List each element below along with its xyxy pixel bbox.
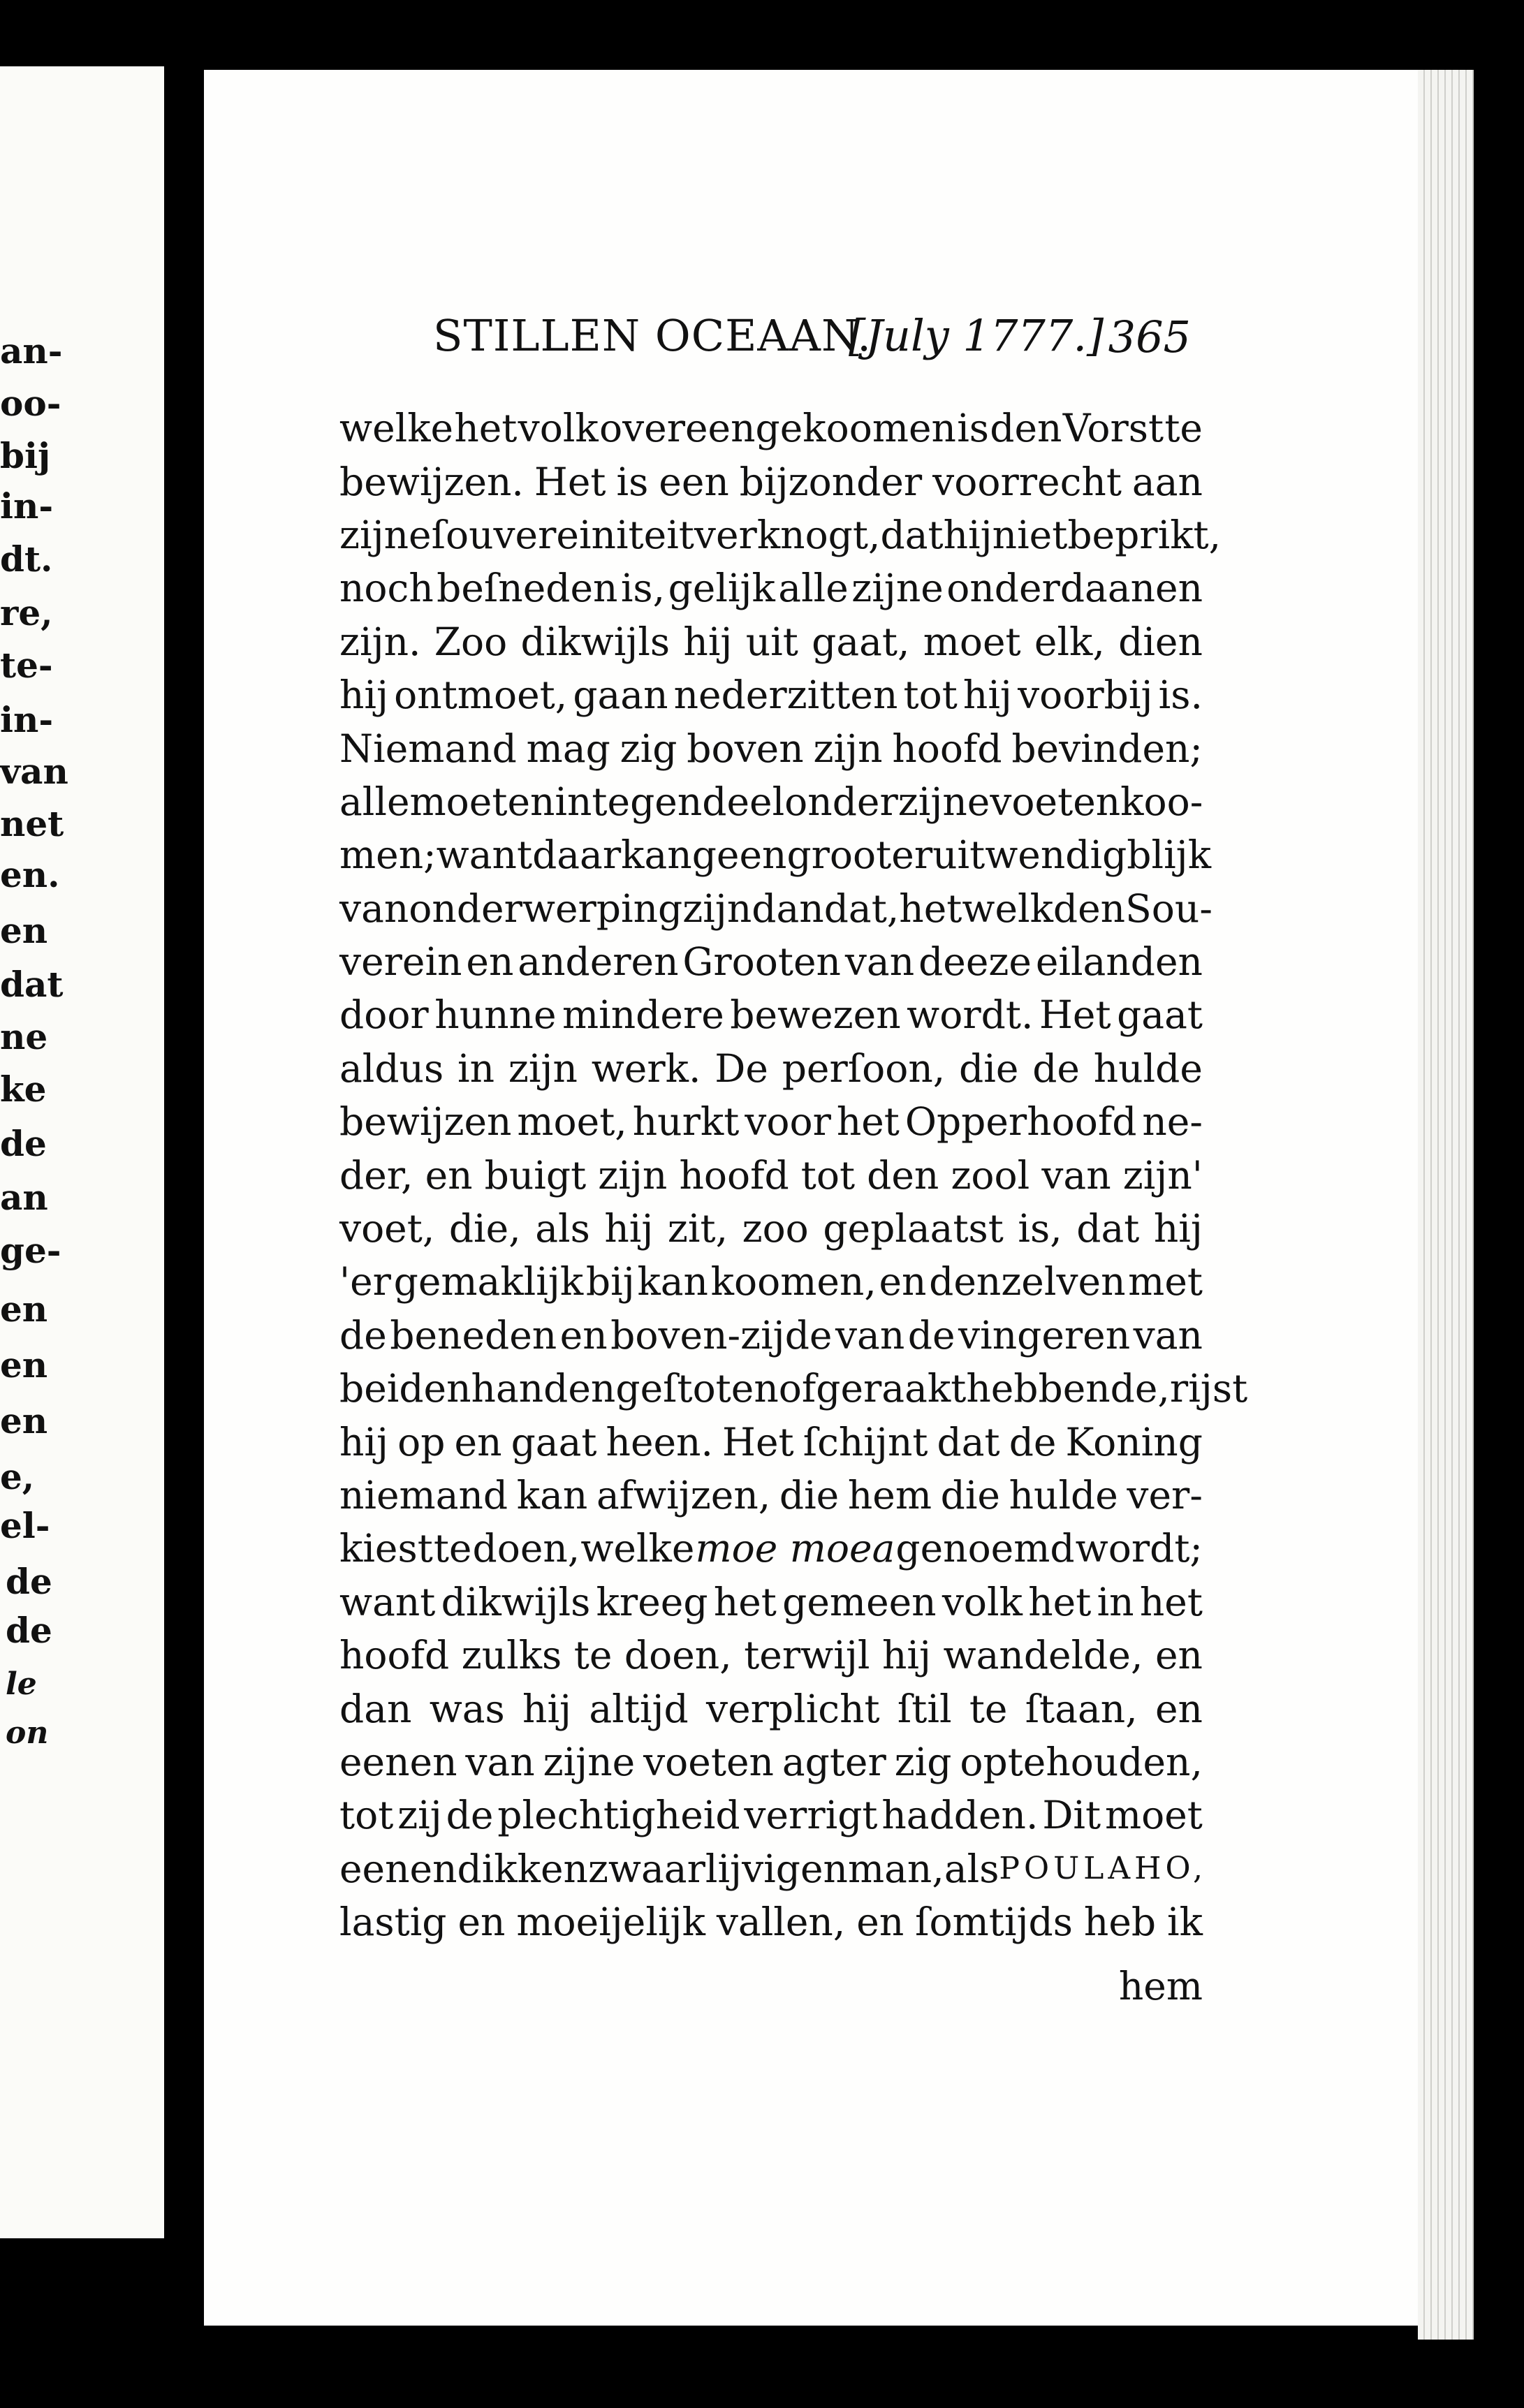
word: voorrecht [932,459,1122,504]
word: zijne [851,566,944,611]
text-line [339,1789,1203,1842]
word: zoo [742,1206,809,1251]
word: dat [880,512,944,557]
word: men; [339,832,437,878]
running-title: STILLEN OCEAAN. [433,310,872,361]
word: zijn [508,1045,578,1091]
word: afwijzen, [596,1473,771,1518]
word: en [1155,1686,1203,1731]
word: agter [782,1739,886,1784]
word: moe moea [695,1526,895,1571]
word: die [940,1473,1000,1518]
word: zool [951,1152,1030,1198]
word: alle [778,566,849,611]
page-edges [1418,70,1474,2340]
word: moet [1104,1793,1203,1838]
word: zijn. [339,619,421,664]
word: anderen [518,939,679,985]
word: zit, [667,1206,728,1251]
word: van [339,886,409,931]
text-line [339,615,1203,668]
word: hulde [1093,1045,1203,1091]
word: grooter [786,832,933,878]
facing-page-text: te- [0,645,53,686]
word: elk, [1034,619,1105,664]
facing-page-text: in- [0,699,54,740]
word: dat, [823,886,900,931]
word: aan [1131,459,1203,504]
text-line [339,1255,1203,1308]
word: verrigt [744,1793,878,1838]
word: boven [687,726,804,771]
word: welke [580,1526,695,1571]
facing-page-text: re, [0,592,53,633]
word: ſtaan, [1025,1686,1138,1731]
facing-page-text: en [0,1289,48,1330]
facing-page-text: en [0,910,48,951]
word: is. [1158,673,1203,718]
word: in [457,1045,495,1091]
word: ontmoet, [394,673,568,718]
text-line [339,1895,1203,1948]
word: geen [691,832,787,878]
word: zijn [598,1152,668,1198]
word: volk [941,1579,1023,1624]
word: de [1009,1419,1057,1464]
word: bewijzen [339,1099,512,1145]
word: zij [397,1793,442,1838]
word: zijn [813,726,883,771]
word: en [879,1259,927,1305]
word: verknogt, [694,512,881,557]
facing-page-fragment [0,66,164,2238]
word: hulde [1009,1473,1118,1518]
text-line [339,668,1203,721]
word: en [457,1900,506,1945]
facing-page-text: an [0,1177,48,1218]
word: voet, [339,1206,435,1251]
text-line [339,1682,1203,1735]
word: geſtoten [615,1366,779,1411]
facing-page-text: le [6,1666,37,1702]
word: en [466,939,514,985]
page-header [433,310,1191,366]
word: niemand [339,1473,508,1518]
word: den [1053,886,1126,931]
text-line [339,1842,1208,1895]
word: op [397,1419,446,1464]
word: wordt. [907,992,1034,1038]
word: de [907,1312,955,1358]
word: wandelde, [943,1633,1143,1678]
word: plechtigheid [497,1793,740,1838]
word: lastig [339,1900,447,1945]
word: moeijelijk [516,1900,705,1945]
word: genoemd [895,1526,1075,1571]
facing-page-text: dat [0,964,64,1005]
word: Opperhoofd [904,1099,1137,1145]
word: hetwelk [899,886,1053,931]
facing-page-text: net [0,803,64,844]
word: blijk [1127,832,1212,878]
word: gaan [573,673,668,718]
word: is [957,406,990,451]
word: voeten [990,779,1121,824]
catchword: hem [1118,1964,1203,2009]
word: zwaarlijvigen [587,1846,848,1891]
word: volk [518,406,599,451]
word: want [339,1579,436,1624]
word: noch [339,566,434,611]
word: gaat, [812,619,910,664]
word: boven-zijde [610,1312,833,1358]
word: beſneden [437,566,618,611]
word: bewijzen. [339,459,524,504]
word: doen, [624,1633,732,1678]
facing-page-text: e, [0,1456,35,1497]
facing-page-text: de [6,1610,52,1651]
word: en [559,1312,608,1358]
word: beneden [390,1312,557,1358]
word: gemeen [782,1579,937,1624]
word: is, [620,566,666,611]
word: alle [339,779,410,824]
word: dikwijls [520,619,671,664]
word: zijne [897,779,990,824]
word: als [944,1846,999,1891]
word: koomen, [710,1259,877,1305]
text-line [339,1735,1203,1789]
word: van [835,1312,905,1358]
word: hij [943,512,992,557]
word: mag [526,726,610,771]
word: bijzonder [739,459,923,504]
word: perſoon, [782,1045,946,1091]
text-line [339,935,1203,988]
word: tot [800,1152,856,1198]
word: zijne [339,512,432,557]
word: zulks [461,1633,562,1678]
word: want [436,832,533,878]
word: heen. [606,1419,713,1464]
word: kan [621,832,692,878]
word: hoofd [679,1152,789,1198]
word: die [779,1473,840,1518]
word: hebbende, [966,1366,1170,1411]
word: Het [534,459,606,504]
text-line [339,1629,1203,1682]
word: daar [532,832,622,878]
word: gaat [511,1419,597,1464]
word: der, [339,1152,413,1198]
facing-page-text: on [6,1715,49,1751]
word: heb [1083,1900,1157,1945]
word: te [573,1633,613,1678]
word: Het [1039,992,1111,1038]
word: beprikt, [1067,512,1222,557]
text-line [339,1042,1203,1095]
word: de [446,1793,494,1838]
word: ſomtijds [915,1900,1073,1945]
word: of [778,1366,816,1411]
text-line [339,508,1222,561]
word: wordt; [1075,1526,1203,1571]
word: zig [894,1739,952,1784]
word: zijn' [1122,1152,1203,1198]
word: Vorst [1062,406,1164,451]
word: van [1133,1312,1203,1358]
word: ver- [1127,1473,1203,1518]
word: te [433,1526,472,1571]
word: en [454,1419,502,1464]
facing-page-text: en [0,1344,48,1386]
word: van [465,1739,535,1784]
word: hij [881,1633,932,1678]
word: beiden [339,1366,471,1411]
text-line [339,1202,1203,1255]
word: uitwendig [932,832,1127,878]
word: eenen [339,1739,457,1784]
word: zig [620,726,677,771]
word: eenen [339,1846,457,1891]
word: gaat [1117,992,1203,1038]
word: ſtil [897,1686,952,1731]
word: 'er [339,1259,391,1305]
word: moet [923,619,1021,664]
word: de [1032,1045,1080,1091]
word: als [535,1206,590,1251]
word: bewezen [730,992,901,1038]
text-line [339,988,1203,1041]
word: verplicht [706,1686,880,1731]
word: tot [903,673,958,718]
word: hij [962,673,1012,718]
word: de [339,1312,387,1358]
word: het [836,1099,900,1145]
word: hadden. [881,1793,1039,1838]
word: denzelven [929,1259,1126,1305]
word: voor [745,1099,831,1145]
word: kiest [339,1526,433,1571]
word: kan [516,1473,588,1518]
text-line [339,1469,1203,1522]
text-line [339,402,1203,455]
word: moet, [517,1099,627,1145]
word: gelijk [668,566,775,611]
word: verein [339,939,462,985]
word: De [715,1045,768,1091]
word: Koning [1065,1419,1203,1464]
text-line [339,1362,1248,1415]
text-line [339,882,1212,935]
word: bij [585,1259,635,1305]
word: hij [339,1419,389,1464]
word: Zoo [434,619,508,664]
word: nederzitten [673,673,898,718]
word: en [425,1152,473,1198]
facing-page-text: el- [0,1505,50,1546]
word: te [969,1686,1008,1731]
word: hoofd [892,726,1002,771]
word: te [1164,406,1203,451]
body-text [339,402,1248,1948]
facing-page-text: de [0,1123,47,1164]
facing-page-text: en. [0,854,60,895]
word: dikwijls [441,1579,591,1624]
word: ſouvereiniteit [431,512,694,557]
word: hoofd [339,1633,450,1678]
text-line [339,1095,1203,1148]
word: rijst [1169,1366,1248,1411]
word: Niemand [339,726,517,771]
word: en [1155,1633,1203,1678]
word: die [959,1045,1019,1091]
word: en [856,1900,904,1945]
word: voorbij [1018,673,1153,718]
facing-page-text: en [0,1400,48,1441]
word: een [659,459,729,504]
text-line [339,1148,1203,1201]
word: gemaklijk [393,1259,584,1305]
word: geplaatst [823,1206,1004,1251]
word: terwijl [744,1633,870,1678]
word: dan [752,886,824,931]
word: het [454,406,518,451]
word: altijd [589,1686,689,1731]
facing-page-text: van [0,751,68,792]
text-line [339,1309,1203,1362]
word: was [429,1686,505,1731]
word: niet [992,512,1068,557]
word: hij [683,619,733,664]
word: zijne [543,1739,636,1784]
word: doen, [472,1526,580,1571]
word: het [713,1579,777,1624]
word: ne- [1142,1099,1203,1145]
word: man, [847,1846,944,1891]
facing-page-text: oo- [0,383,61,424]
word: welke [339,406,454,451]
facing-page-text: ne [0,1016,48,1057]
word: mindere [562,992,724,1038]
word: ik [1167,1900,1203,1945]
word: kreeg [596,1579,708,1624]
word: handen [471,1366,616,1411]
page-number: 365 [1108,311,1191,362]
word: in [1097,1579,1134,1624]
word: voeten [643,1739,774,1784]
facing-page-text: ge- [0,1230,61,1271]
word: hem [847,1473,932,1518]
word: overeengekoomen [599,406,956,451]
word: den [867,1152,939,1198]
word: tot [339,1793,394,1838]
date-note: [July 1777.] [849,310,1104,361]
word: dikken [457,1846,588,1891]
word: werk. [591,1045,701,1091]
word: hij [339,673,389,718]
text-line [339,561,1203,615]
text-line [339,775,1203,828]
word: vingeren [958,1312,1131,1358]
word: Het [722,1419,794,1464]
word: hunne [434,992,557,1038]
word: onderdaanen [946,566,1203,611]
word: optehouden, [960,1739,1203,1784]
word: dan [339,1686,412,1731]
word: buigt [484,1152,587,1198]
word: den [990,406,1062,451]
word: het [1139,1579,1203,1624]
word: geraakt [816,1366,967,1411]
word: van [1041,1152,1111,1198]
facing-page-text: in- [0,485,54,527]
word: Sou- [1125,886,1212,931]
word: onderwerping [409,886,683,931]
word: bevinden; [1011,726,1203,771]
word: eilanden [1035,939,1203,985]
word: het [1028,1579,1092,1624]
text-line [339,1576,1203,1629]
text-line [339,455,1203,508]
word: door [339,992,429,1038]
facing-page-text: bij [0,435,51,476]
word: deeze [918,939,1032,985]
word: dien [1118,619,1203,664]
text-line [339,721,1203,774]
facing-page-text: an- [0,330,63,372]
text-line [339,1415,1203,1468]
facing-page-text: de [6,1561,52,1602]
word: uit [745,619,798,664]
word: integendeel [555,779,785,824]
word: POULAHO, [999,1851,1208,1887]
word: koo- [1120,779,1203,824]
word: Dit [1042,1793,1101,1838]
word: dat [1076,1206,1140,1251]
word: ſchijnt [803,1419,928,1464]
word: onder [784,779,898,824]
word: dat [937,1419,1000,1464]
word: Grooten [682,939,841,985]
word: hij [604,1206,654,1251]
word: hij [1153,1206,1203,1251]
word: moeten [409,779,555,824]
word: vallen, [716,1900,846,1945]
facing-page-text: ke [0,1069,47,1110]
text-line [339,1522,1203,1575]
word: hurkt [632,1099,740,1145]
text-line [339,828,1212,881]
word: met [1128,1259,1203,1305]
word: is [616,459,649,504]
word: kan [637,1259,708,1305]
word: die, [448,1206,521,1251]
word: van [844,939,915,985]
word: is, [1018,1206,1062,1251]
facing-page-text: dt. [0,538,53,580]
word: zijn [682,886,752,931]
word: hij [522,1686,572,1731]
word: aldus [339,1045,444,1091]
